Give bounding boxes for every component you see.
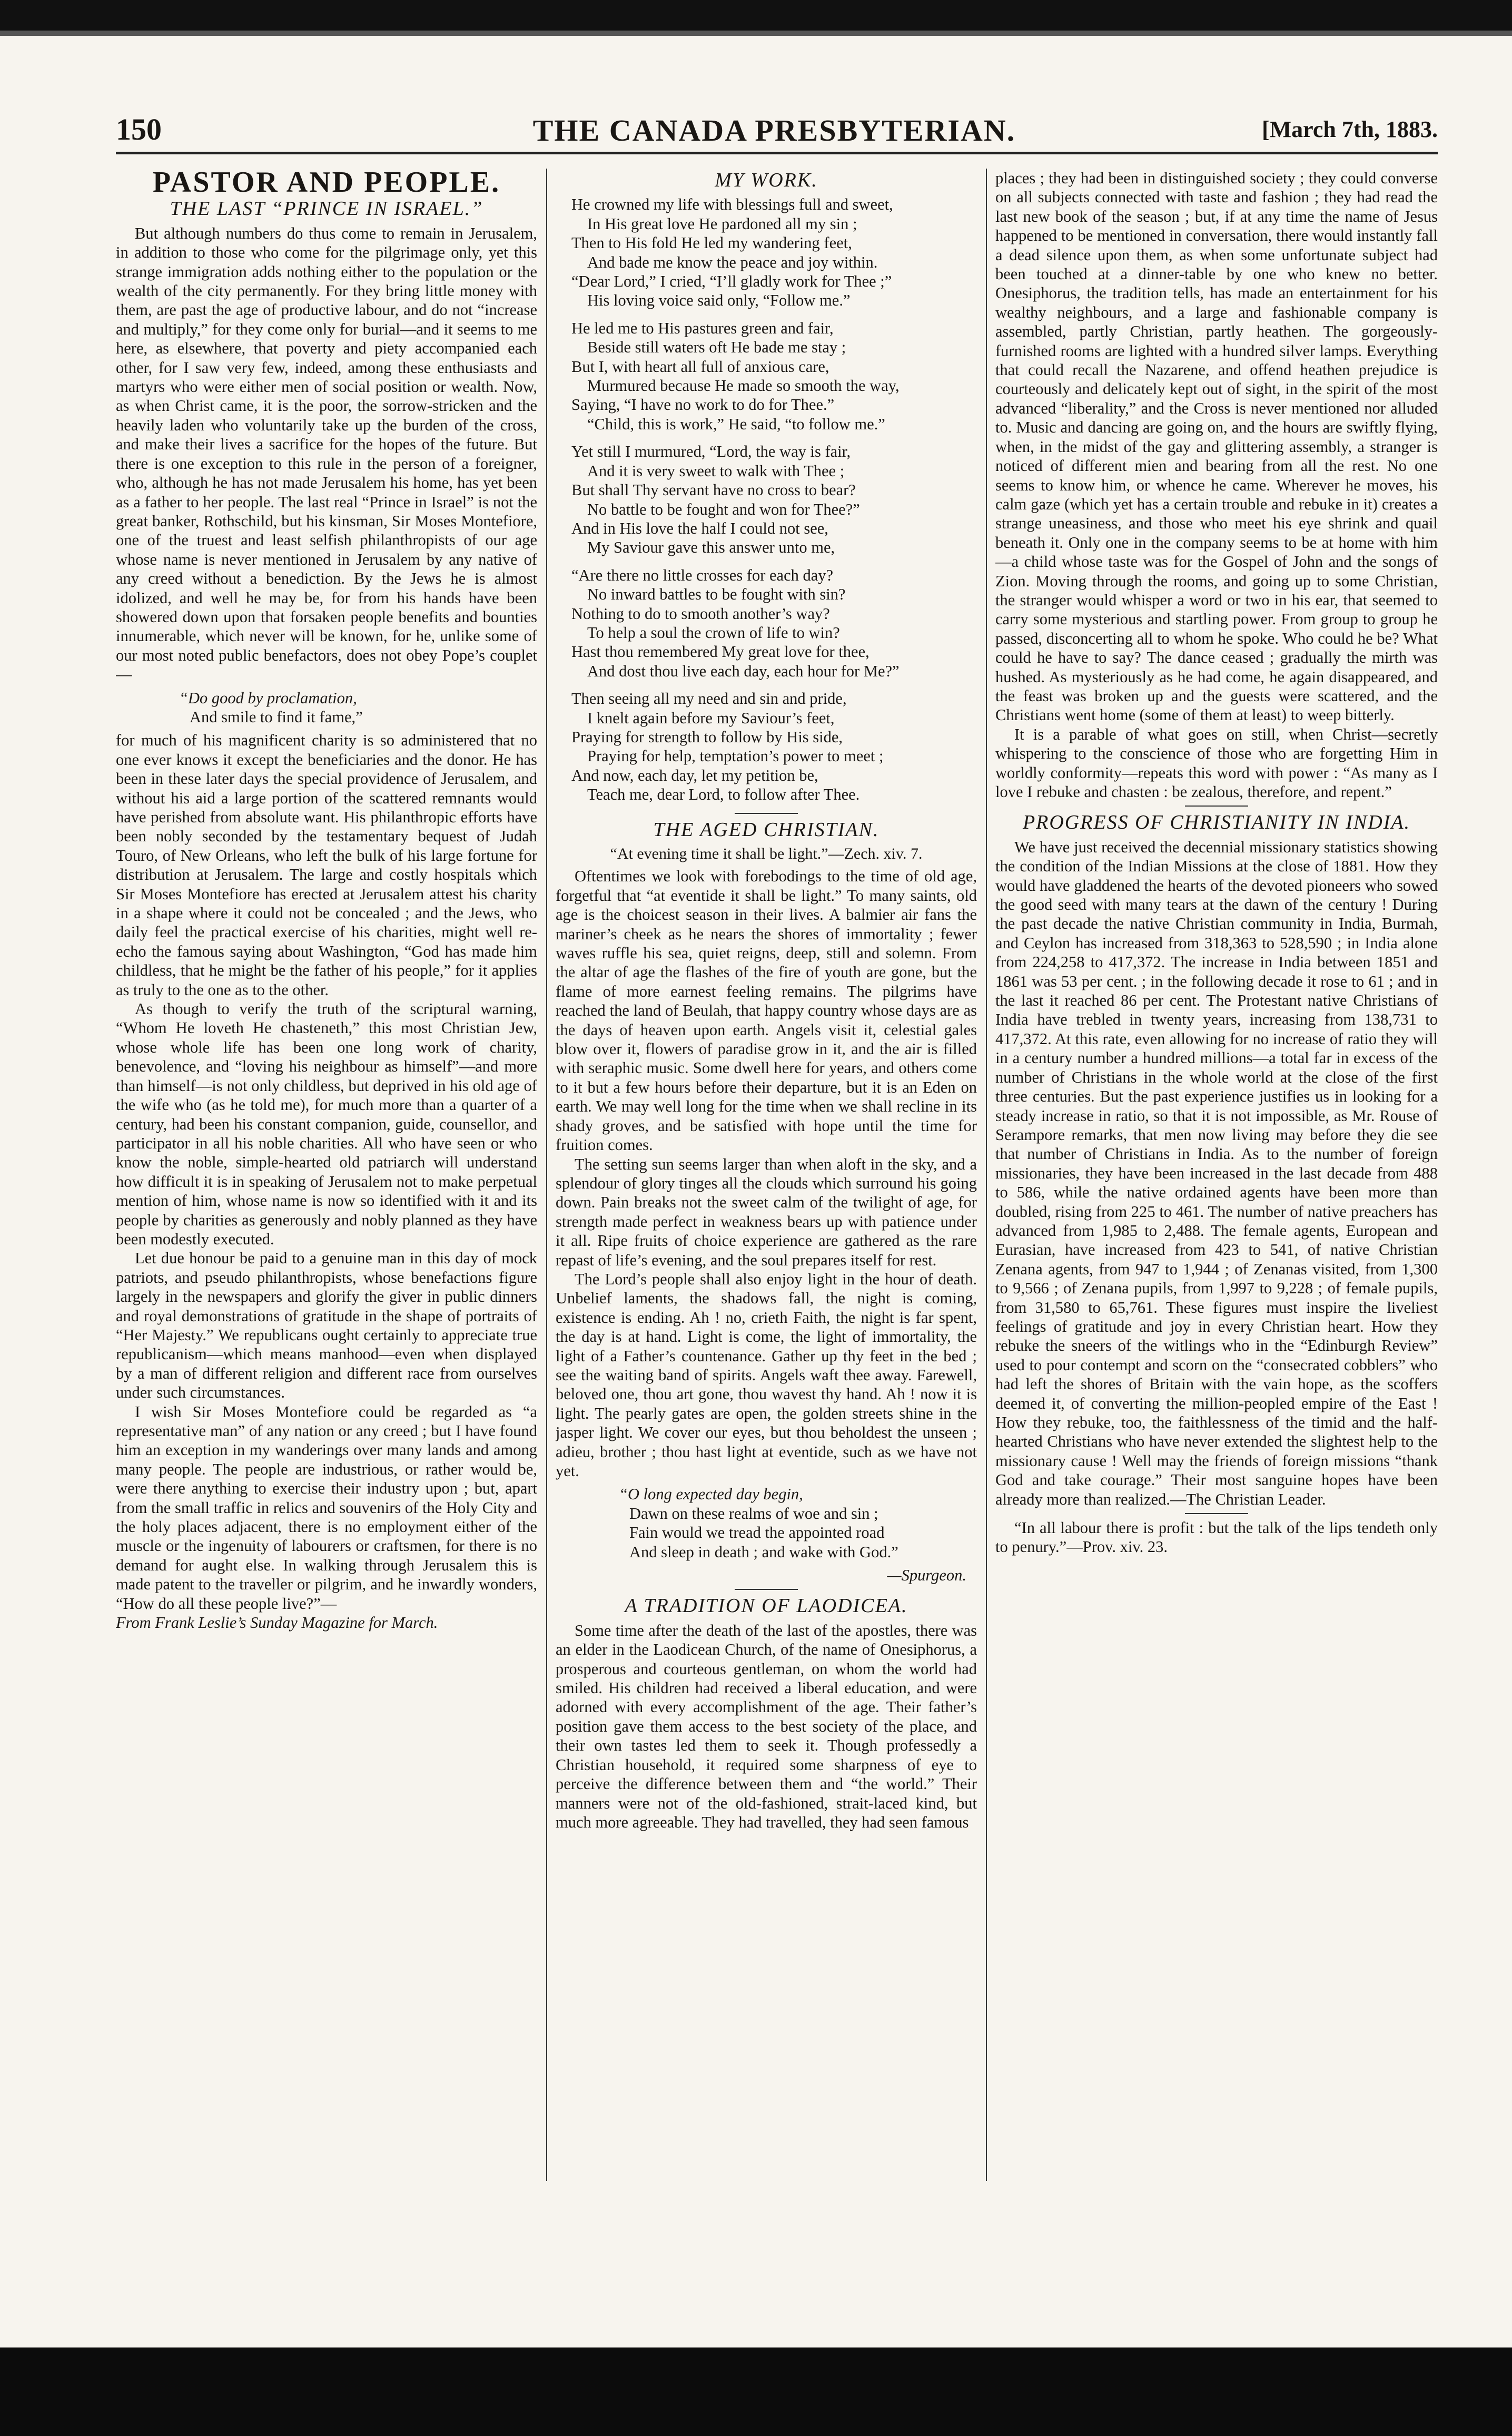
poem-line: Beside still waters oft He bade me stay ; bbox=[587, 338, 846, 357]
poem-line: “Dear Lord,” I cried, “I’ll gladly work for Thee ;” bbox=[571, 272, 892, 291]
article-title-aged-christian: THE AGED CHRISTIAN. bbox=[653, 818, 879, 841]
article-paragraph: places ; they had been in distinguished society ; they could converse on all subjects connected with taste and fashion ; they had read the last new book of the season ; but, if at any time the name of Jesus happened to be mentioned in conversation, there would instantly fall a dead silence upon them, as when some unfortunate subject had been touched at a dinner-table by one who knew no better. Onesiphorus, the tradition tells, has made an entertainment for his wealthy neighbours, and a large and fashionable company is assembled, partly Christian, partly heathen. The gorgeously-furnished rooms are lighted with a hundred silver lamps. Everything that could recall the Nazarene, and offend heathen prejudice is courteously and delicately kept out of sight, in the spirit of the most advanced “liberality,” and the Cross is never mentioned nor alluded to. Music and dancing are going on, and the hours are swiftly flying, when, in the midst of the gay and glittering assembly, a stranger is noticed of different mien and bearing from all the rest. No one seems to know him, or whence he came. Wherever he moves, his calm gaze (which yet has a certain trouble and rebuke in it) creates a strange uneasiness, and those who meet his eye shrink and quail beneath it. Only one in the company seems to be at home with him—a child whose taste was for the Gospel of John and the songs of Zion. Moving through the rooms, and going up to some Christian, the stranger would whisper a word or two in his ear, that seemed to carry some mysterious and startling power. From group to group he passed, disconcerting all to whom he spoke. Who could he be? What could he have to say? The dance ceased ; gradually the mirth was hushed. As mysteriously as he had come, he again disappeared, and the feast was broken up and the guests were scattered, and the Christians went home (some of them at least) to weep bitterly. bbox=[995, 169, 1438, 724]
poem-line: Teach me, dear Lord, to follow after Thee. bbox=[587, 785, 860, 804]
article-paragraph: Oftentimes we look with forebodings to the time of old age, forgetful that “at eventide it shall be light.” To many saints, old age is the choicest season in their lives. A balmier air fans the mariner’s cheek as he nears the shores of immortality ; fewer waves ruffle his sea, quiet reigns, deep, still and solemn. From the altar of age the flashes of the fire of youth are gone, but the flame of more earnest feeling remains. The pilgrims have reached the land of Beulah, that happy country whose days are as the days of heaven upon earth. Angels visit it, celestial gales blow over it, flowers of paradise grow in it, and the air is filled with seraphic music. Some dwell here for years, and others come to it but a few hours before their departure, but it is an Eden on earth. We may well long for the time when we shall recline in its shady groves, and be satisfied with hope until the time for fruition comes. bbox=[556, 867, 977, 1154]
poem-stanza bbox=[571, 566, 977, 681]
poem-line: Praying for help, temptation’s power to meet ; bbox=[587, 747, 884, 765]
poem-stanza bbox=[571, 689, 977, 804]
poem-line: To help a soul the crown of life to win? bbox=[587, 623, 840, 642]
scan-border-top-shadow bbox=[0, 31, 1512, 36]
header-rule bbox=[116, 152, 1438, 154]
poem-line: Yet still I murmured, “Lord, the way is fair, bbox=[571, 443, 851, 461]
article-paragraph: Some time after the death of the last of the apostles, there was an elder in the Laodicean Church, of the name of Onesiphorus, a prosperous and courteous gentleman, on whom the world had smiled. His children had received a liberal education, and were adorned with every accomplishment of the age. Their father’s position gave them access to the best society of the place, and their own tastes led them to seek it. Though professedly a Christian household, it required some sharpness of eye to perceive the difference between them and “the world.” Their manners were not of the old-fashioned, strait-laced kind, but much more agreeable. They had travelled, they had seen famous bbox=[556, 1621, 977, 1831]
article-paragraph: As though to verify the truth of the scriptural warning, “Whom He loveth He chasteneth,” this most Christian Jew, whose whole life has been one long work of charity, benevolence, and “loving his neighbour as himself”—and more than himself—is not only childless, but deprived in his old age of the wife who (as he told me), for much more than a quarter of a century, had been his constant companion, guide, counsellor, and participator in all his noble charities. All who have seen or who know the noble, simple-hearted old patriarch will understand how difficult it is in speaking of Jerusalem not to make perpetual mention of him, whose name is now so identified with it and its people by charities as generously and nobly planned as they have been modestly executed. bbox=[116, 1000, 537, 1248]
poem-line: And now, each day, let my petition be, bbox=[571, 766, 818, 784]
section-divider bbox=[735, 1589, 798, 1590]
verse-line: Dawn on these realms of woe and sin ; bbox=[629, 1504, 878, 1522]
running-head bbox=[116, 105, 1438, 148]
verse-attribution: —Spurgeon. bbox=[887, 1566, 966, 1585]
scan-border-top bbox=[0, 0, 1512, 31]
verse-line: “O long expected day begin, bbox=[619, 1485, 803, 1504]
poem-stanza bbox=[571, 442, 977, 557]
closing-quote: “In all labour there is profit : but the talk of the lips tendeth only to penury.”—Prov. xiv. 23. bbox=[995, 1519, 1438, 1556]
poem-line: His loving voice said only, “Follow me.” bbox=[587, 291, 851, 310]
poem-line: Saying, “I have no work to do for Thee.” bbox=[571, 396, 835, 414]
poem-line: Then to His fold He led my wandering feet, bbox=[571, 234, 852, 252]
article-paragraph: The setting sun seems larger than when aloft in the sky, and a splendour of glory tinges all the clouds which surround his going down. Pain breaks not the sweet calm of the twilight of age, for strength made perfect in weakness bears up with patience under it all. Ripe fruits of choice experience are gathered as the rare repast of life’s evening, and the soul prepares itself for rest. bbox=[556, 1155, 977, 1269]
poem-line: He crowned my life with blessings full and sweet, bbox=[571, 195, 893, 214]
scan-border-bottom bbox=[0, 2347, 1512, 2436]
article-paragraph: It is a parable of what goes on still, when Christ—secretly whispering to the conscience of those who are forgetting Him in worldly conformity—repeats this word with power : “As many as I love I rebuke and chasten : be zealous, therefore, and repent.” bbox=[995, 725, 1438, 801]
poem-line: But shall Thy servant have no cross to bear? bbox=[571, 481, 856, 499]
poem-line: In His great love He pardoned all my sin ; bbox=[587, 214, 857, 233]
poem-line: Praying for strength to follow by His side, bbox=[571, 728, 843, 746]
poem-line: And bade me know the peace and joy within. bbox=[587, 253, 878, 271]
column-rule-2 bbox=[986, 169, 987, 2181]
couplet-line-1: “Do good by proclamation, bbox=[179, 689, 357, 707]
article-paragraph: We have just received the decennial missionary statistics showing the condition of the Indian Missions at the close of 1881. How they would have gladdened the hearts of the devoted pioneers who sowed the good seed with many tears at the dawn of the century ! During the past decade the native Christian community in India, Burmah, and Ceylon has increased from 318,363 to 528,590 ; in India alone from 224,258 to 417,372. The increase in India between 1851 and 1861 was 53 per cent. ; in the following decade it rose to 61 ; and in the last it reached 86 per cent. The Protestant native Christians of India have trebled in twenty years, increasing from 138,731 to 417,372. At this rate, even allowing for no increase of ratio they will in a century number a hundred millions—a total far in excess of the number of Christians in the whole world at the close of the first three centuries. But the past experience justifies us in looking for a steady increase in ratio, so that it is not impossible, as Mr. Rouse of Serampore remarks, that men now living may before they die see that number of Christians in India. As to the number of foreign missionaries, they have been increased in the last decade from 488 to 586, while the native ordained agents have been more than doubled, rising from 225 to 461. The number of native preachers has advanced from 1,985 to 2,488. The female agents, European and Eurasian, have increased from 423 to 541, of native Christian Zenana agents, from 947 to 1,944 ; of Zenanas visited, from 1,300 to 9,566 ; of Zenana pupils, from 1,997 to 9,228 ; of female pupils, from 31,580 to 65,761. These figures must inspire the liveliest feelings of gratitude and joy in every Christian heart. How they rebuke the sneers of the witlings who in the “Edinburgh Review” used to pour contempt and scorn on the “consecrated cobblers” who had left the shores of Britain with the vain hope, as the scoffers deemed it, of converting the million-peopled empire of the East ! How they rebuke, too, the faithlessness of the timid and the half-hearted Christians who have never extended the slightest help to the missionary cause ! Well may the friends of foreign missions “thank God and take courage.” Their most sanguine hopes have been already more than realized.—The Christian Leader. bbox=[995, 838, 1438, 1508]
section-heading: PASTOR AND PEOPLE. bbox=[152, 169, 501, 199]
poem-my-work bbox=[571, 195, 977, 804]
poem-line: Nothing to do to smooth another’s way? bbox=[571, 604, 830, 623]
poem-line: “Are there no little crosses for each day? bbox=[571, 566, 834, 584]
poem-stanza bbox=[571, 195, 977, 310]
article-paragraph: for much of his magnificent charity is so administered that no one ever knows it except the beneficiaries and the donor. He has been in these later days the special providence of Jerusalem, and without his aid a large portion of the scattered remnants would have perished from absolute want. His philanthropic efforts have been nobly seconded by the testamentary bequest of Judah Touro, of New Orleans, who left the bulk of his large fortune for distribution at Jerusalem. The large and costly hospitals which Sir Moses Montefiore has erected at Jerusalem attest his charity in a shape where it could not be concealed ; and the Jews, who daily feel the practical exercise of his charities, might well re-echo the famous saying about Washington, “God has made him childless, that he might be the father of his people,” for it applies as truly to the one as to the other. bbox=[116, 731, 537, 999]
verse-line: And sleep in death ; and wake with God.” bbox=[629, 1543, 898, 1561]
article-paragraph: Let due honour be paid to a genuine man in this day of mock patriots, and pseudo philanthropists, whose benefactions figure largely in the newspapers and glorify the giver in public dinners and royal demonstrations of gratitude in the shape of portraits of “Her Majesty.” We republicans ought certainly to appreciate true republicanism—which means manhood—even when displayed by a man of different religion and different race from ourselves under such circumstances. bbox=[116, 1249, 537, 1402]
section-divider bbox=[1185, 1513, 1248, 1514]
verse-line: Fain would we tread the appointed road bbox=[629, 1524, 885, 1542]
couplet-line-2: And smile to find it fame,” bbox=[190, 708, 363, 726]
poem-line: Hast thou remembered My great love for thee, bbox=[571, 643, 869, 661]
poem-line: Murmured because He made so smooth the way, bbox=[587, 377, 900, 395]
poem-title-my-work: MY WORK. bbox=[715, 169, 818, 191]
poem-line: Then seeing all my need and sin and pride, bbox=[571, 690, 847, 708]
article-title-laodicea: A TRADITION OF LAODICEA. bbox=[625, 1595, 908, 1617]
poem-line: He led me to His pastures green and fair, bbox=[571, 319, 834, 337]
epigraph: “At evening time it shall be light.”—Zech. xiv. 7. bbox=[610, 845, 923, 862]
poem-line: And in His love the half I could not see, bbox=[571, 519, 828, 537]
article-title-last-prince: THE LAST “PRINCE IN ISRAEL.” bbox=[170, 198, 483, 220]
article-paragraph: The Lord’s people shall also enjoy light in the hour of death. Unbelief laments, the shadows fall, the night is coming, existence is ending. Ah ! no, crieth Faith, the night is far spent, the day is at hand. Light is come, the light of immortality, the light of a Father’s countenance. Gather up thy feet in the bed ; see the waiting band of spirits. Angels waft thee away. Farewell, beloved one, thou art gone, thou wavest thy hand. Ah ! now it is light. The pearly gates are open, the golden streets shine in the jasper light. We cover our eyes, but thou beholdest the unseen ; adieu, brother ; thou hast light at eventide, such as we have not yet. bbox=[556, 1270, 977, 1480]
poem-stanza bbox=[571, 319, 977, 434]
column-2 bbox=[556, 169, 977, 2186]
journal-title: THE CANADA PRESBYTERIAN. bbox=[532, 113, 1016, 148]
column-rule-1 bbox=[546, 169, 547, 2181]
poem-line: And dost thou live each day, each hour for Me?” bbox=[587, 662, 900, 680]
article-source: From Frank Leslie’s Sunday Magazine for March. bbox=[116, 1614, 438, 1632]
poem-line: My Saviour gave this answer unto me, bbox=[587, 538, 835, 557]
page-number: 150 bbox=[116, 112, 162, 146]
section-divider bbox=[1185, 806, 1248, 807]
article-paragraph: But although numbers do thus come to remain in Jerusalem, in addition to those who come for the pilgrimage only, yet this strange immigration adds nothing either to the population or the wealth of the city permanently. For they bring little money with them, are past the age of productive labour, and do not “increase and multiply,” for they come only for burial—and it seems to me here, as elsewhere, that poverty and piety accompanied each other, for I saw very few, indeed, among these enthusiasts and martyrs who were either men of social position or wealth. Now, as when Christ came, it is the poor, the sorrow-stricken and the heavily laden who voluntarily take up the burden of the cross, and make their lives a sacrifice for the hopes of the future. But there is one exception to this rule in the person of a foreigner, who, although he has not made Jerusalem his home, has yet been as a father to her people. The last real “Prince in Israel” is not the great banker, Rothschild, but his kinsman, Sir Moses Montefiore, one of the truest and least selfish philanthropists of our age whose name is never mentioned in Jerusalem by any native of any creed without a benediction. By the Jews he is almost idolized, and well he may be, for from his hands have been showered down upon that forsaken people benefits and bounties innumerable, which never will be known, for he, unlike some of our most noted public benefactors, does not obey Pope’s couplet— bbox=[116, 224, 537, 684]
poem-line: No battle to be fought and won for Thee?” bbox=[587, 500, 860, 518]
article-title-india: PROGRESS OF CHRISTIANITY IN INDIA. bbox=[1022, 811, 1411, 834]
poem-line: No inward battles to be fought with sin? bbox=[587, 585, 846, 604]
column-1 bbox=[116, 169, 537, 2186]
column-3 bbox=[995, 169, 1438, 2186]
pope-couplet bbox=[179, 689, 537, 727]
issue-date: [March 7th, 1883. bbox=[1261, 116, 1438, 142]
article-paragraph: I wish Sir Moses Montefiore could be regarded as “a representative man” of any nation or any creed ; but I have found him an exception in my wanderings over many lands and among many people. The people are industrious, or rather would be, were there anything to exercise their industry upon ; but, apart from the small traffic in relics and souvenirs of the Holy City and the holy places adjacent, there is no employment either of the muscle or the ingenuity of labourers or craftsmen, for there is no demand for aught else. In walking through Jerusalem this is made patent to the traveller or pilgrim, and he inwardly wonders, “How do all these people live?”— bbox=[116, 1402, 537, 1613]
poem-line: But I, with heart all full of anxious care, bbox=[571, 357, 829, 376]
poem-line: “Child, this is work,” He said, “to follow me.” bbox=[587, 415, 885, 433]
section-divider bbox=[735, 813, 798, 814]
closing-verse bbox=[619, 1485, 977, 1561]
poem-line: I knelt again before my Saviour’s feet, bbox=[587, 709, 835, 727]
poem-line: And it is very sweet to walk with Thee ; bbox=[587, 461, 845, 480]
